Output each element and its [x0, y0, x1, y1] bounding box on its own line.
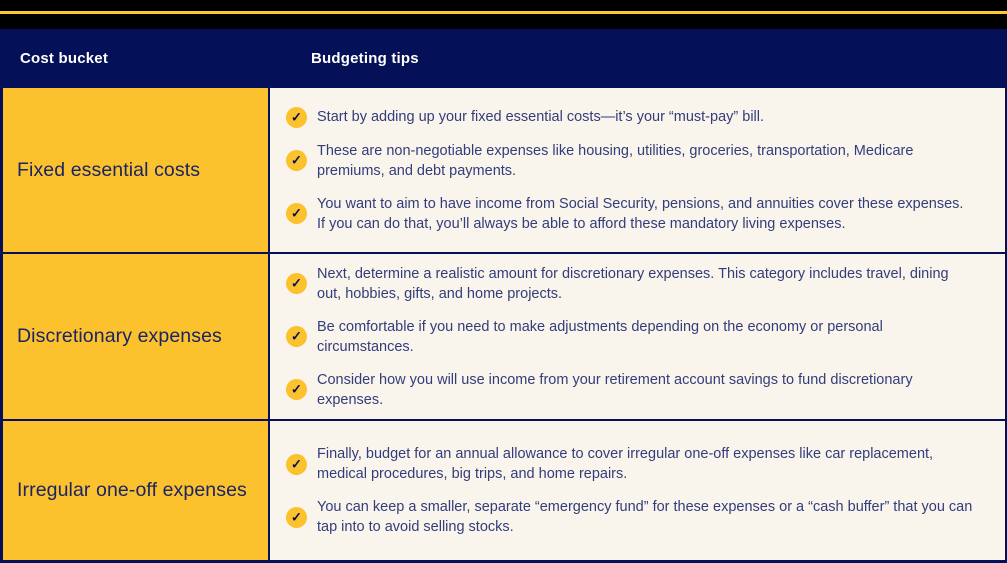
bucket-label: Fixed essential costs: [17, 158, 201, 181]
bucket-label: Discretionary expenses: [17, 325, 222, 347]
check-icon: [286, 203, 307, 224]
checkmark-glyph: ✓: [291, 109, 302, 124]
tip-item: [286, 194, 979, 234]
table-row-discretionary-expenses: [3, 252, 1005, 419]
tip-text: Finally, budget for an annual allowance to cover irregular one-off expenses like car replacement, medical procedures, big trips, and home repairs.: [317, 446, 934, 482]
check-icon: [286, 454, 307, 475]
checkmark-glyph: ✓: [291, 152, 302, 168]
tips-cell: [270, 88, 1005, 252]
table-row-irregular-one-off-expenses: [3, 419, 1005, 560]
checkmark-glyph: ✓: [291, 275, 302, 291]
tip-item: [286, 317, 979, 357]
top-black-bar: [0, 0, 1007, 11]
table-body: [0, 88, 1007, 560]
check-icon: [286, 326, 307, 347]
tip-item: [286, 444, 979, 484]
tip-text: Be comfortable if you need to make adjustments depending on the economy or personal circumstances.: [317, 318, 883, 355]
checkmark-glyph: ✓: [291, 381, 302, 397]
tip-item: [286, 497, 979, 537]
tip-item: [286, 141, 979, 181]
tip-item: [286, 370, 979, 410]
checkmark-glyph: ✓: [291, 509, 302, 524]
upper-black-bar: [0, 14, 1007, 29]
tip-text: You want to aim to have income from Social Security, pensions, and annuities cover these expenses. If you can do that, you’ll always be able to afford these mandatory living expenses.: [317, 195, 964, 232]
bucket-cell: [3, 88, 270, 252]
check-icon: [286, 379, 307, 400]
check-icon: [286, 107, 307, 128]
column-header-cost-bucket: Cost bucket: [20, 50, 109, 67]
checkmark-glyph: ✓: [291, 328, 302, 344]
tip-text: Start by adding up your fixed essential costs—it’s your “must-pay” bill.: [317, 109, 765, 125]
tip-item: [286, 264, 979, 304]
check-icon: [286, 273, 307, 294]
tip-text: These are non-negotiable expenses like housing, utilities, groceries, transportation, Medicare premiums, and debt payments.: [317, 142, 914, 179]
tips-cell: [270, 421, 1005, 560]
column-header-budgeting-tips: Budgeting tips: [311, 50, 419, 67]
check-icon: [286, 150, 307, 171]
checkmark-glyph: ✓: [291, 205, 302, 221]
tip-text: Next, determine a realistic amount for discretionary expenses. This category includes travel, dining out, hobbies, gifts, and home projects.: [317, 265, 949, 302]
tips-cell: [270, 254, 1005, 419]
bucket-cell: [3, 254, 270, 419]
tip-text: Consider how you will use income from your retirement account savings to fund discretionary expenses.: [317, 371, 913, 408]
bucket-label: Irregular one-off expenses: [17, 479, 247, 501]
tip-item: [286, 107, 979, 128]
checkmark-glyph: ✓: [291, 456, 302, 471]
table-row-fixed-essential-costs: [3, 88, 1005, 252]
bucket-cell: [3, 421, 270, 560]
tip-text: You can keep a smaller, separate “emergency fund” for these expenses or a “cash buffer” that you can tap into to avoid selling stocks.: [317, 499, 973, 535]
check-icon: [286, 507, 307, 528]
table-header-row: [0, 29, 1007, 88]
